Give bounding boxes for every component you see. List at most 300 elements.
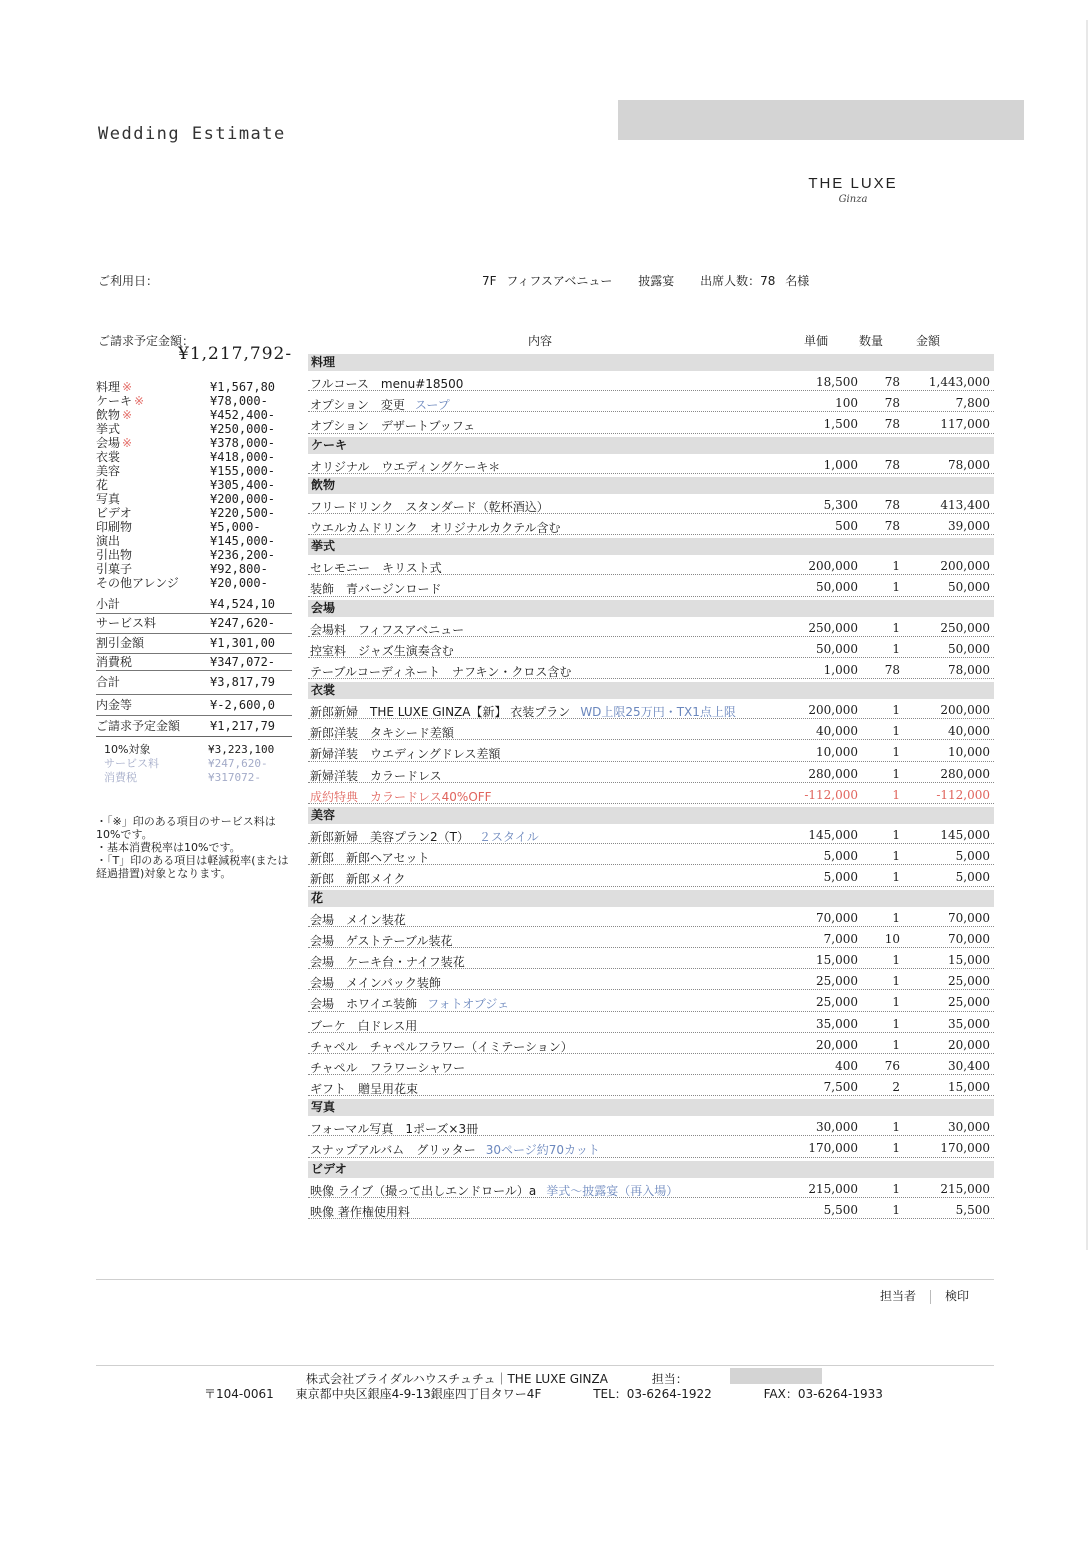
- item-quantity: 1: [892, 580, 900, 595]
- item-amount: 78,000: [948, 457, 990, 472]
- item-quantity: 78: [884, 417, 900, 432]
- row-rule: [308, 1053, 994, 1054]
- category-row: [96, 506, 292, 520]
- item-name: 新郎新婦 美容プラン2（T）: [310, 830, 469, 844]
- item-amount: 78,000: [948, 662, 990, 677]
- category-row: [96, 478, 292, 492]
- category-label: [96, 464, 120, 478]
- tax-value: ¥317072-: [208, 771, 261, 784]
- item-name: ギフト 贈呈用花束: [310, 1082, 419, 1097]
- table-row: [308, 741, 994, 762]
- row-rule: [308, 739, 994, 740]
- item-unit-price: 40,000: [816, 724, 858, 739]
- category-mark: ※: [134, 394, 145, 408]
- item-name: 新婦洋装 ウエディングドレス差額: [310, 747, 501, 762]
- item-unit-price: 50,000: [816, 641, 858, 656]
- item-amount: 30,000: [948, 1120, 990, 1135]
- item-amount: 39,000: [948, 518, 990, 533]
- postal-code: 〒104-0061: [204, 1387, 274, 1401]
- item-name: 新郎 新郎ヘアセット: [310, 851, 430, 866]
- item-unit-price: 5,500: [823, 1202, 858, 1217]
- guest-count: 出席人数：78 名様: [700, 274, 810, 288]
- category-name: 挙式: [96, 422, 121, 436]
- item-name: ブーケ 白ドレス用: [310, 1018, 418, 1033]
- table-row: [308, 763, 994, 784]
- item-quantity: 1: [892, 910, 900, 925]
- header-desc: 内容: [528, 334, 553, 348]
- tax-row: [96, 757, 292, 771]
- row-rule: [308, 433, 994, 434]
- address: 東京都中央区銀座4-9-13銀座四丁目タワー4F: [295, 1387, 542, 1401]
- table-row: [308, 949, 994, 970]
- row-rule: [308, 864, 994, 865]
- item-amount: 215,000: [940, 1181, 990, 1196]
- row-rule: [308, 989, 994, 990]
- fax: FAX：03-6264-1933: [763, 1387, 883, 1401]
- item-quantity: 78: [884, 518, 900, 533]
- item-quantity: 1: [892, 1202, 900, 1217]
- item-unit-price: 25,000: [816, 995, 858, 1010]
- tax-label: 10%対象: [104, 743, 151, 756]
- table-row: [308, 1076, 994, 1097]
- table-row: [308, 699, 994, 720]
- row-rule: [308, 947, 994, 948]
- item-name: フルコース menu#18500: [310, 377, 464, 391]
- item-note: 挙式～披露宴（再入場）: [546, 1183, 679, 1198]
- item-quantity: 1: [892, 703, 900, 718]
- table-row: [308, 720, 994, 741]
- section-header: 写真: [308, 1099, 994, 1116]
- billing-total: ¥1,217,792-: [178, 344, 293, 364]
- row-rule: [308, 534, 994, 535]
- total-value: ¥3,817,79: [210, 675, 276, 689]
- item-quantity: 1: [892, 849, 900, 864]
- total-row: [96, 614, 292, 634]
- item-quantity: 1: [892, 641, 900, 656]
- total-label: 内金等: [96, 698, 133, 712]
- item-quantity: 1: [892, 995, 900, 1010]
- item-amount: 10,000: [948, 745, 990, 760]
- total-value: ¥4,524,10: [210, 597, 276, 611]
- item-amount: 30,400: [948, 1058, 990, 1073]
- item-amount: 5,000: [955, 849, 990, 864]
- table-row: [308, 1055, 994, 1076]
- item-quantity: 10: [884, 931, 900, 946]
- item-unit-price: 7,000: [823, 931, 858, 946]
- row-rule: [308, 1135, 994, 1136]
- item-unit-price: 1,500: [823, 417, 858, 432]
- total-row: [96, 654, 292, 671]
- item-name: 会場料 フィフスアベニュー: [310, 622, 465, 637]
- item-name: スナップアルバム グリッター: [310, 1143, 476, 1158]
- note-line: ・「T」印のある項目は軽減税率(または経過措置)対象となります。: [96, 854, 289, 880]
- table-row: [308, 784, 994, 805]
- row-rule: [308, 513, 994, 514]
- use-date-label: ご利用日：: [98, 274, 159, 288]
- row-rule: [308, 1197, 994, 1198]
- signature-boxes: [880, 1287, 969, 1304]
- row-rule: [308, 1095, 994, 1096]
- total-label: サービス料: [96, 616, 157, 630]
- item-name: セレモニー キリスト式: [310, 561, 442, 576]
- item-unit-price: 200,000: [808, 559, 858, 574]
- item-note: ２スタイル: [478, 830, 539, 844]
- category-name: ケーキ: [96, 394, 133, 408]
- row-rule: [308, 636, 994, 637]
- row-rule: [308, 473, 994, 474]
- item-quantity: 1: [892, 974, 900, 989]
- section-header: ケーキ: [308, 437, 994, 454]
- table-row: [308, 371, 994, 392]
- item-amount: 117,000: [940, 417, 990, 432]
- section-header: 会場: [308, 600, 994, 617]
- item-unit-price: 170,000: [808, 1141, 858, 1156]
- item-note: フォトオブジェ: [427, 997, 510, 1012]
- item-amount: 15,000: [948, 1080, 990, 1095]
- category-value: ¥378,000-: [210, 436, 276, 450]
- category-name: 写真: [96, 492, 121, 506]
- item-unit-price: 145,000: [808, 828, 858, 842]
- item-unit-price: 15,000: [816, 952, 858, 967]
- item-name: 会場 ケーキ台・ナイフ装花: [310, 954, 465, 969]
- item-unit-price: 5,300: [823, 497, 858, 512]
- item-amount: 5,500: [955, 1202, 990, 1217]
- tax-row: [96, 771, 292, 785]
- total-label: ご請求予定金額: [96, 719, 181, 733]
- item-unit-price: 7,500: [823, 1080, 858, 1095]
- category-label: [96, 436, 132, 450]
- item-quantity: 1: [892, 828, 900, 842]
- category-name: 引出物: [96, 548, 133, 562]
- item-amount: -112,000: [936, 787, 990, 802]
- item-amount: 170,000: [940, 1141, 990, 1156]
- table-row: [308, 970, 994, 991]
- category-label: [96, 506, 132, 520]
- category-value: ¥236,200-: [210, 548, 276, 562]
- item-amount: 280,000: [940, 766, 990, 781]
- total-row: [96, 634, 292, 654]
- category-name: ビデオ: [96, 506, 132, 520]
- item-amount: 35,000: [948, 1016, 990, 1031]
- category-value: ¥1,567,80: [210, 380, 276, 394]
- row-rule: [308, 926, 994, 927]
- row-rule: [308, 678, 994, 679]
- table-row: [308, 1116, 994, 1137]
- category-name: 印刷物: [96, 520, 133, 534]
- table-row: [308, 928, 994, 949]
- category-name: 花: [96, 478, 109, 492]
- item-unit-price: 250,000: [808, 620, 858, 635]
- category-name: 料理: [96, 380, 121, 394]
- venue-logo: [780, 175, 926, 205]
- section-header: 衣裳: [308, 682, 994, 699]
- category-value: ¥250,000-: [210, 422, 276, 436]
- totals-summary: [96, 596, 292, 737]
- item-amount: 40,000: [948, 724, 990, 739]
- category-mark: ※: [122, 436, 133, 450]
- tax-row: [96, 743, 292, 757]
- item-quantity: 1: [892, 1141, 900, 1156]
- item-name: ウエルカムドリンク オリジナルカクテル含む: [310, 520, 561, 535]
- item-name: 控室料 ジャズ生演奏含む: [310, 643, 454, 658]
- header-qty: 数量: [859, 334, 884, 348]
- category-value: ¥155,000-: [210, 464, 276, 478]
- item-unit-price: 5,000: [823, 849, 858, 864]
- table-row: [308, 1137, 994, 1158]
- total-value: ¥1,217,79: [210, 719, 276, 733]
- item-name: 新婦洋装 カラードレス: [310, 768, 442, 783]
- item-amount: 200,000: [940, 703, 990, 718]
- item-unit-price: 18,500: [816, 375, 858, 389]
- document-title: Wedding Estimate: [98, 124, 286, 144]
- table-row: [308, 638, 994, 659]
- redacted-block: [618, 100, 1024, 140]
- item-unit-price: 25,000: [816, 974, 858, 989]
- total-value: ¥1,301,00: [210, 636, 276, 650]
- row-rule: [308, 1157, 994, 1158]
- item-quantity: 78: [884, 497, 900, 512]
- category-row: [96, 576, 292, 590]
- category-label: [96, 520, 132, 534]
- item-unit-price: 1,000: [823, 662, 858, 677]
- item-name: 映像 ライブ（撮って出しエンドロール）a: [310, 1183, 537, 1198]
- item-quantity: 78: [884, 396, 900, 411]
- note-line: ・基本消費税率は10%です。: [96, 841, 241, 854]
- total-label: 小計: [96, 597, 121, 611]
- item-note: 30ページ約70カット: [485, 1143, 600, 1158]
- item-unit-price: -112,000: [804, 787, 858, 802]
- redacted-staff: [730, 1368, 822, 1384]
- tax-summary: [96, 736, 292, 785]
- category-label: [96, 450, 120, 464]
- category-row: [96, 548, 292, 562]
- item-unit-price: 5,000: [823, 870, 858, 885]
- table-header: [308, 330, 994, 352]
- tax-label: サービス料: [104, 757, 159, 770]
- item-unit-price: 100: [835, 396, 858, 411]
- footer-staff-label: 担当：: [651, 1372, 688, 1386]
- item-unit-price: 500: [835, 518, 858, 533]
- category-label: [96, 408, 132, 422]
- item-unit-price: 280,000: [808, 766, 858, 781]
- category-row: [96, 562, 292, 576]
- tel: TEL：03-6264-1922: [593, 1387, 712, 1401]
- category-value: ¥220,500-: [210, 506, 276, 520]
- category-value: ¥200,000-: [210, 492, 276, 506]
- item-quantity: 1: [892, 1037, 900, 1052]
- section-header: 料理: [308, 354, 994, 371]
- venue-info: [482, 272, 825, 289]
- item-name: オプション デザートブッフェ: [310, 419, 476, 434]
- row-rule: [308, 782, 994, 783]
- item-name: 新郎新婦 THE LUXE GINZA【新】 衣装プラン: [310, 705, 571, 720]
- category-row: [96, 436, 292, 450]
- table-row: [308, 824, 994, 845]
- item-amount: 70,000: [948, 931, 990, 946]
- footer-divider: [96, 1365, 994, 1366]
- tax-value: ¥3,223,100: [208, 743, 275, 756]
- category-label: [96, 562, 132, 576]
- category-label: [96, 422, 120, 436]
- row-rule: [308, 761, 994, 762]
- item-note: WD上限25万円・TX1点上限: [580, 705, 736, 720]
- category-value: ¥92,800-: [210, 562, 268, 576]
- item-name: 会場 メイン装花: [310, 912, 406, 927]
- item-unit-price: 10,000: [816, 745, 858, 760]
- item-amount: 25,000: [948, 995, 990, 1010]
- item-note: スープ: [414, 398, 450, 413]
- category-label: [96, 576, 179, 590]
- table-row: [308, 845, 994, 866]
- row-rule: [308, 411, 994, 412]
- billing-label: ご請求予定金額：: [98, 334, 195, 348]
- total-label: 合計: [96, 675, 121, 689]
- notes: [96, 815, 296, 880]
- category-value: ¥20,000-: [210, 576, 268, 590]
- item-amount: 145,000: [940, 828, 990, 842]
- item-amount: 50,000: [948, 641, 990, 656]
- table-row: [308, 1199, 994, 1220]
- category-label: [96, 394, 144, 408]
- item-name: 装飾 青バージンロード: [310, 582, 442, 597]
- table-body: [308, 354, 994, 1220]
- row-rule: [308, 390, 994, 391]
- category-value: ¥452,400-: [210, 408, 276, 422]
- item-name: 新郎洋装 タキシード差額: [310, 726, 454, 741]
- total-value: ¥247,620-: [210, 616, 276, 630]
- item-quantity: 78: [884, 375, 900, 389]
- category-value: ¥305,400-: [210, 478, 276, 492]
- category-name: 飲物: [96, 408, 121, 422]
- total-label: 割引金額: [96, 636, 145, 650]
- item-amount: 50,000: [948, 580, 990, 595]
- category-name: 会場: [96, 436, 121, 450]
- category-value: ¥145,000-: [210, 534, 276, 548]
- logo-sub-text: Ginza: [838, 194, 868, 205]
- item-unit-price: 20,000: [816, 1037, 858, 1052]
- row-rule: [308, 574, 994, 575]
- category-label: [96, 478, 108, 492]
- header-amount: 金額: [916, 334, 941, 348]
- category-name: 美容: [96, 464, 121, 478]
- total-row: [96, 695, 292, 716]
- item-unit-price: 35,000: [816, 1016, 858, 1031]
- item-name: 会場 ゲストテーブル装花: [310, 933, 453, 948]
- logo-main-text: THE LUXE: [808, 175, 898, 192]
- item-quantity: 1: [892, 952, 900, 967]
- item-unit-price: 215,000: [808, 1181, 858, 1196]
- section-header: ビデオ: [308, 1161, 994, 1178]
- total-label: 消費税: [96, 655, 133, 669]
- item-name: オプション 変更: [310, 398, 405, 413]
- category-row: [96, 492, 292, 506]
- table-row: [308, 392, 994, 413]
- tax-value: ¥247,620-: [208, 757, 268, 770]
- item-amount: 70,000: [948, 910, 990, 925]
- category-name: 引菓子: [96, 562, 133, 576]
- item-unit-price: 1,000: [823, 457, 858, 472]
- item-quantity: 1: [892, 1016, 900, 1031]
- seal-label: 検印: [945, 1289, 970, 1303]
- item-amount: 25,000: [948, 974, 990, 989]
- category-mark: ※: [122, 408, 133, 422]
- category-label: [96, 380, 132, 394]
- category-name: その他アレンジ: [96, 576, 179, 590]
- item-name: フォーマル写真 1ポーズ×3冊: [310, 1122, 479, 1137]
- total-row: [96, 671, 292, 695]
- category-row: [96, 422, 292, 436]
- item-quantity: 2: [892, 1080, 900, 1095]
- total-row: [96, 596, 292, 614]
- category-label: [96, 492, 120, 506]
- item-name: 映像 著作権使用料: [310, 1204, 410, 1219]
- table-row: [308, 1013, 994, 1034]
- category-summary: [96, 380, 292, 590]
- item-name: 会場 メインバック装飾: [310, 976, 441, 991]
- table-row: [308, 617, 994, 638]
- staff-label: 担当者: [880, 1289, 917, 1303]
- total-value: ¥347,072-: [210, 655, 276, 669]
- section-header: 花: [308, 890, 994, 907]
- item-unit-price: 70,000: [816, 910, 858, 925]
- table-row: [308, 659, 994, 680]
- item-quantity: 78: [884, 662, 900, 677]
- category-name: 衣裳: [96, 450, 121, 464]
- item-name: 成約特典 カラードレス40%OFF: [310, 789, 492, 804]
- venue-floor: 7F フィフスアベニュー: [482, 274, 613, 288]
- category-name: 演出: [96, 534, 121, 548]
- item-unit-price: 50,000: [816, 580, 858, 595]
- section-header: 挙式: [308, 538, 994, 555]
- table-row: [308, 907, 994, 928]
- category-row: [96, 464, 292, 478]
- section-header: 美容: [308, 807, 994, 824]
- item-amount: 250,000: [940, 620, 990, 635]
- category-row: [96, 380, 292, 394]
- row-rule: [308, 1032, 994, 1033]
- table-row: [308, 1178, 994, 1199]
- table-row: [308, 991, 994, 1012]
- category-row: [96, 408, 292, 422]
- category-row: [96, 450, 292, 464]
- row-rule: [308, 843, 994, 844]
- table-row: [308, 515, 994, 536]
- item-quantity: 1: [892, 1120, 900, 1135]
- item-quantity: 76: [884, 1058, 900, 1073]
- item-name: 新郎 新郎メイク: [310, 872, 406, 887]
- item-name: チャペル フラワーシャワー: [310, 1060, 466, 1075]
- row-rule: [308, 596, 994, 597]
- section-header: 飲物: [308, 477, 994, 494]
- item-quantity: 1: [892, 559, 900, 574]
- category-mark: ※: [122, 380, 133, 394]
- category-value: ¥418,000-: [210, 450, 276, 464]
- item-amount: 7,800: [955, 396, 990, 411]
- category-value: ¥5,000-: [210, 520, 261, 534]
- table-row: [308, 555, 994, 576]
- event-type: 披露宴: [638, 274, 675, 288]
- row-rule: [308, 718, 994, 719]
- item-quantity: 1: [892, 787, 900, 802]
- total-row: [96, 716, 292, 737]
- category-row: [96, 534, 292, 548]
- row-rule: [308, 803, 994, 804]
- item-quantity: 1: [892, 1181, 900, 1196]
- item-quantity: 1: [892, 620, 900, 635]
- item-unit-price: 30,000: [816, 1120, 858, 1135]
- note-line: ・「※」印のある項目のサービス料は10%です。: [96, 815, 276, 841]
- item-name: チャペル チャペルフラワー（イミテーション）: [310, 1039, 573, 1054]
